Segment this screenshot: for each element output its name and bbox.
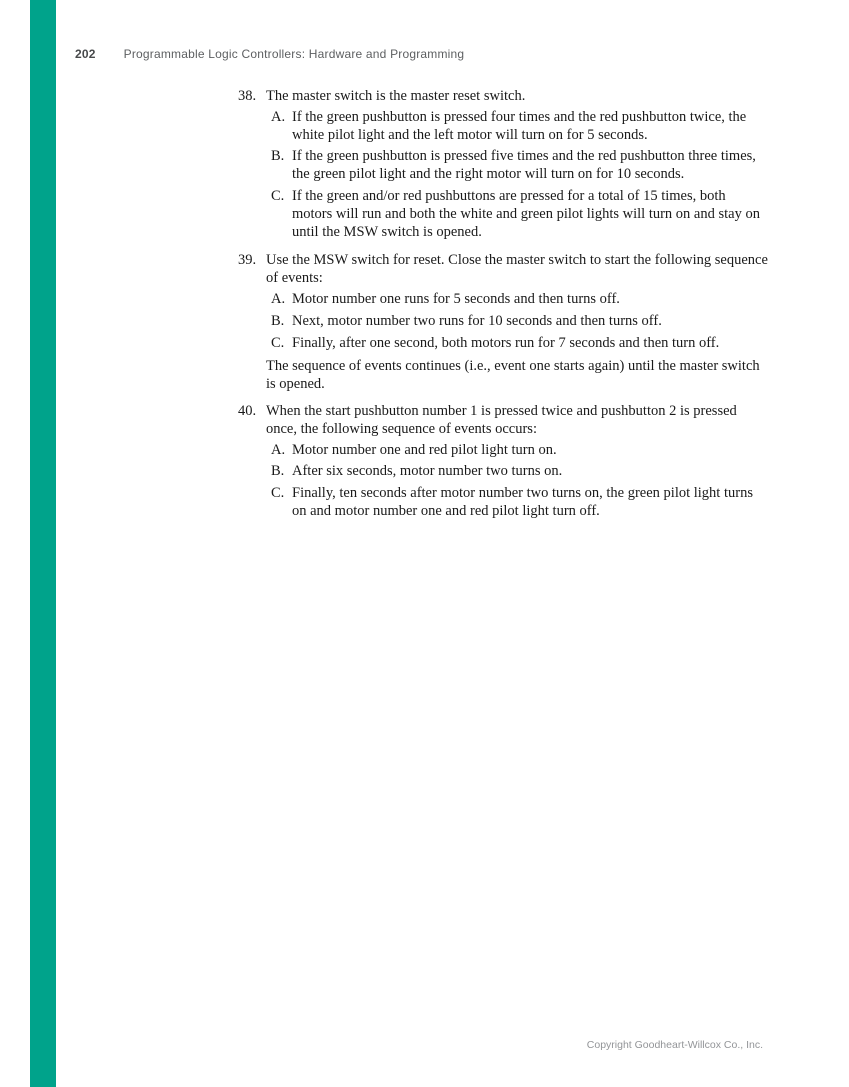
question-39 [238, 252, 768, 396]
copyright-footer [587, 1039, 763, 1051]
subitem-text: If the green pushbutton is pressed five times and the red pushbutton three times, the green pilot light and the right motor will turn on for 10 seconds. [292, 148, 756, 183]
subitem-text: Finally, after one second, both motors run for 7 seconds and then turn off. [292, 334, 720, 351]
subitem-text: If the green pushbutton is pressed four times and the red pushbutton twice, the white pilot light and the left motor will turn on for 5 seconds. [292, 108, 747, 143]
question-body [266, 88, 768, 245]
subitem-letter: A. [271, 108, 286, 125]
question-38 [238, 88, 768, 245]
question-number: 39. [238, 252, 257, 269]
question-number: 40. [238, 402, 257, 419]
subitem-letter: B. [271, 463, 285, 480]
running-title: Programmable Logic Controllers: Hardware and Programming [123, 47, 465, 61]
subitem-text: If the green and/or red pushbuttons are pressed for a total of 15 times, both motors will run and both the white and green pilot lights will turn on and stay on until the MSW switch is opened. [292, 187, 760, 240]
subitem-text: Next, motor number two runs for 10 seconds and then turns off. [292, 312, 662, 329]
subitem-letter: A. [271, 290, 286, 307]
question-subitem [266, 485, 768, 521]
question-subitem [266, 463, 768, 481]
subitem-text: Motor number one and red pilot light turn on. [292, 441, 557, 458]
subitem-text: Motor number one runs for 5 seconds and then turns off. [292, 290, 620, 307]
question-lead: When the start pushbutton number 1 is pressed twice and pushbutton 2 is pressed once, the following sequence of events occurs: [266, 402, 737, 437]
subitem-text: After six seconds, motor number two turns on. [292, 463, 563, 480]
question-note: The sequence of events continues (i.e., event one starts again) until the master switch is opened. [266, 358, 760, 393]
subitem-letter: A. [271, 441, 286, 458]
question-subitem [266, 291, 768, 309]
copyright-text: Copyright Goodheart-Willcox Co., Inc. [586, 1039, 763, 1051]
page-header [75, 47, 464, 61]
question-subitem [266, 313, 768, 331]
question-body [266, 252, 768, 396]
question-40 [238, 403, 768, 525]
subitem-letter: B. [271, 312, 285, 329]
page-edge-accent-bar [30, 0, 56, 1087]
subitem-letter: C. [271, 187, 285, 204]
question-subitem [266, 335, 768, 353]
question-subitem [266, 148, 768, 184]
question-lead: Use the MSW switch for reset. Close the master switch to start the following sequence of events: [266, 252, 768, 287]
question-body [266, 403, 768, 525]
subitem-text: Finally, ten seconds after motor number two turns on, the green pilot light turns on and motor number one and red pilot light turn off. [292, 485, 753, 519]
question-subitem [266, 188, 768, 241]
question-lead: The master switch is the master reset switch. [266, 88, 526, 104]
page-number: 202 [75, 47, 96, 61]
question-list [238, 88, 768, 532]
question-subitem [266, 109, 768, 145]
question-subitem [266, 442, 768, 460]
subitem-letter: C. [271, 485, 285, 502]
question-number: 38. [238, 88, 257, 104]
subitem-letter: B. [271, 148, 285, 165]
subitem-letter: C. [271, 334, 285, 351]
